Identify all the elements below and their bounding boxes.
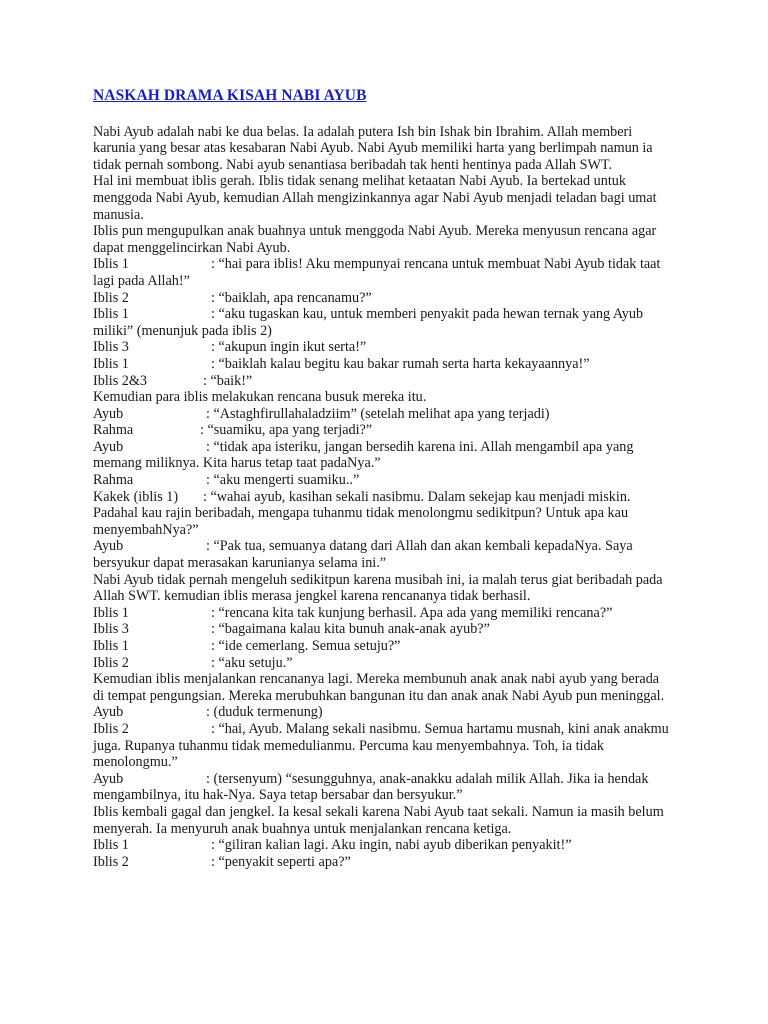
dialogue-line bbox=[93, 771, 673, 804]
dialogue-text: : “suamiku, apa yang terjadi?” bbox=[200, 422, 373, 439]
speaker-name: Iblis 3 bbox=[93, 339, 129, 356]
document-page bbox=[93, 88, 673, 870]
dialogue-line bbox=[93, 422, 673, 439]
dialogue-line bbox=[93, 721, 673, 771]
speaker-name: Ayub bbox=[93, 538, 124, 555]
speaker-name: Iblis 2 bbox=[93, 853, 129, 870]
dialogue-line bbox=[93, 704, 673, 721]
speaker-name: Ayub bbox=[93, 770, 124, 787]
speaker-name: Iblis 2 bbox=[93, 654, 129, 671]
dialogue-text: : “Pak tua, semuanya datang dari Allah dan akan kembali kepadaNya. Saya bersyukur dapat merasakan karunianya selama ini.” bbox=[93, 538, 633, 572]
speaker-name: Iblis 2 bbox=[93, 720, 129, 737]
dialogue-text: : “penyakit seperti apa?” bbox=[211, 853, 351, 870]
dialogue-text: : “tidak apa isteriku, jangan bersedih karena ini. Allah mengambil apa yang memang miliknya. Kita harus tetap taat padaNya.” bbox=[93, 438, 634, 472]
dialogue-text: : “akupun ingin ikut serta!” bbox=[211, 339, 367, 356]
dialogue-line bbox=[93, 306, 673, 339]
dialogue-line bbox=[93, 373, 673, 390]
dialogue-line bbox=[93, 339, 673, 356]
dialogue-text: : “rencana kita tak kunjung berhasil. Apa ada yang memiliki rencana?” bbox=[211, 604, 613, 621]
dialogue-text: : “baiklah, apa rencanamu?” bbox=[211, 289, 372, 306]
dialogue-text: : “Astaghfirullahaladziim” (setelah melihat apa yang terjadi) bbox=[206, 405, 550, 422]
speaker-name: Iblis 1 bbox=[93, 256, 129, 273]
dialogue-line bbox=[93, 638, 673, 655]
dialogue-text: : “baiklah kalau begitu kau bakar rumah serta harta kekayaannya!” bbox=[211, 355, 590, 372]
speaker-name: Iblis 2&3 bbox=[93, 372, 147, 389]
dialogue-line bbox=[93, 837, 673, 854]
dialogue-text: : “hai para iblis! Aku mempunyai rencana untuk membuat Nabi Ayub tidak taat lagi pada Allah!” bbox=[93, 256, 661, 289]
dialogue-line bbox=[93, 439, 673, 472]
dialogue-text: : “wahai ayub, kasihan sekali nasibmu. Dalam sekejap kau menjadi miskin. Padahal kau rajin beribadah, mengapa tuhanmu tidak menolongmu sedikitpun? Untuk apa kau menyembahNya?” bbox=[93, 488, 631, 538]
paragraph: Nabi Ayub tidak pernah mengeluh sedikitpun karena musibah ini, ia malah terus giat beribadah pada Allah SWT. kemudian iblis merasa jengkel karena rencananya tidak berhasil. bbox=[93, 571, 663, 605]
paragraph: Iblis kembali gagal dan jengkel. Ia kesal sekali karena Nabi Ayub taat sekali. Namun ia masih belum menyerah. Ia menyuruh anak buahnya untuk menjalankan rencana ketiga. bbox=[93, 803, 664, 837]
speaker-name: Rahma bbox=[93, 422, 134, 439]
speaker-name: Iblis 2 bbox=[93, 289, 129, 306]
dialogue-text: : “aku mengerti suamiku..” bbox=[206, 472, 360, 489]
dialogue-text: : “giliran kalian lagi. Aku ingin, nabi ayub diberikan penyakit!” bbox=[211, 837, 572, 854]
speaker-name: Ayub bbox=[93, 405, 124, 422]
dialogue-text: : “bagaimana kalau kita bunuh anak-anak ayub?” bbox=[211, 621, 490, 638]
dialogue-text: : “aku setuju.” bbox=[211, 654, 293, 671]
dialogue-line bbox=[93, 290, 673, 307]
dialogue-text: : “hai, Ayub. Malang sekali nasibmu. Semua hartamu musnah, kini anak anakmu juga. Rupanya tuhanmu tidak memedulianmu. Percuma kau menyembahnya. Toh, ia tidak menolongmu.” bbox=[93, 720, 669, 771]
paragraph: Kemudian iblis menjalankan rencananya lagi. Mereka membunuh anak anak nabi ayub yang berada di tempat pengungsian. Mereka merubuhkan bangunan itu dan anak anak Nabi Ayub pun meninggal. bbox=[93, 671, 665, 704]
paragraph: Hal ini membuat iblis gerah. Iblis tidak senang melihat ketaatan Nabi Ayub. Ia bertekad untuk menggoda Nabi Ayub, kemudian Allah mengizinkannya agar Nabi Ayub menjadi teladan bagi umat manusia. bbox=[93, 173, 657, 223]
speaker-name: Ayub bbox=[93, 438, 124, 455]
dialogue-text: : “aku tugaskan kau, untuk memberi penyakit pada hewan ternak yang Ayub miliki” (menunjuk pada iblis 2) bbox=[93, 306, 644, 339]
speaker-name: Rahma bbox=[93, 472, 134, 489]
dialogue-line bbox=[93, 356, 673, 373]
paragraph: Nabi Ayub adalah nabi ke dua belas. Ia adalah putera Ish bin Ishak bin Ibrahim. Allah memberi karunia yang besar atas kesabaran Nabi Ayub. Nabi Ayub memiliki harta yang berlimpah namun ia tidak pernah sombong. Nabi ayub senantiasa beribadah tak henti hentinya pada Allah SWT. bbox=[93, 123, 653, 173]
speaker-name: Iblis 3 bbox=[93, 621, 129, 638]
paragraph: Kemudian para iblis melakukan rencana busuk mereka itu. bbox=[93, 389, 427, 406]
speaker-name: Ayub bbox=[93, 704, 124, 721]
dialogue-text: : “ide cemerlang. Semua setuju?” bbox=[211, 638, 401, 654]
dialogue-text: : “baik!” bbox=[203, 372, 253, 389]
dialogue-line bbox=[93, 489, 673, 539]
dialogue-text: : (duduk termenung) bbox=[206, 704, 323, 721]
speaker-name: Iblis 1 bbox=[93, 604, 129, 621]
speaker-name: Iblis 1 bbox=[93, 837, 129, 854]
paragraph: Iblis pun mengupulkan anak buahnya untuk menggoda Nabi Ayub. Mereka menyusun rencana agar dapat menggelincirkan Nabi Ayub. bbox=[93, 223, 657, 256]
dialogue-line bbox=[93, 655, 673, 672]
dialogue-line bbox=[93, 621, 673, 638]
speaker-name: Kakek (iblis 1) bbox=[93, 488, 179, 505]
speaker-name: Iblis 1 bbox=[93, 638, 129, 654]
dialogue-line bbox=[93, 605, 673, 622]
document-title: NASKAH DRAMA KISAH NABI AYUB bbox=[93, 87, 367, 104]
dialogue-line bbox=[93, 256, 673, 289]
speaker-name: Iblis 1 bbox=[93, 306, 129, 323]
dialogue-line bbox=[93, 472, 673, 489]
speaker-name: Iblis 1 bbox=[93, 355, 129, 372]
dialogue-line bbox=[93, 406, 673, 423]
dialogue-line bbox=[93, 854, 673, 871]
dialogue-text: : (tersenyum) “sesungguhnya, anak-anakku adalah milik Allah. Jika ia hendak mengambilnya, itu hak-Nya. Saya tetap bersabar dan bersyukur.” bbox=[93, 770, 649, 804]
dialogue-line bbox=[93, 538, 673, 571]
